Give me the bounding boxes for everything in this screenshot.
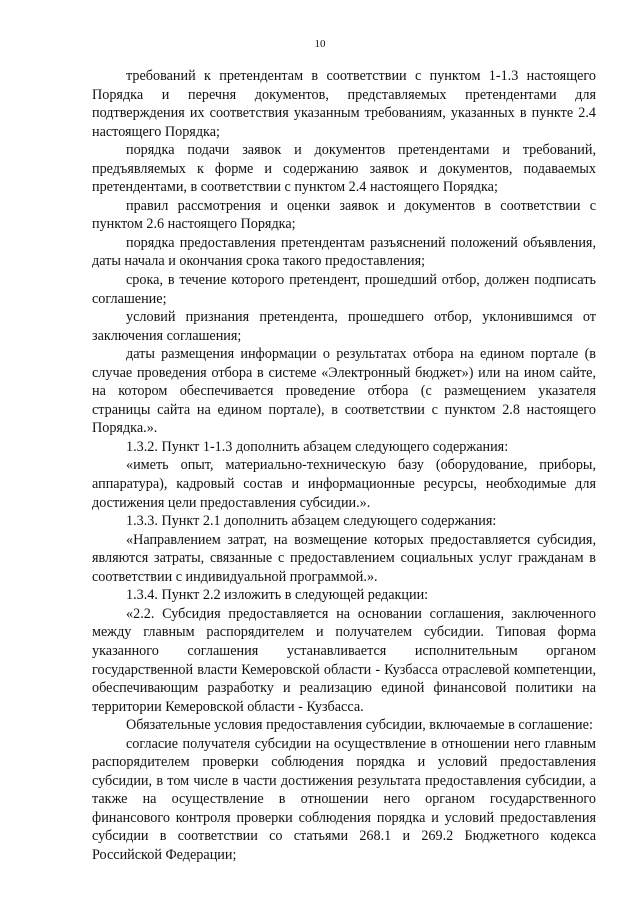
paragraph: порядка предоставления претендентам разъяснений положений объявления, даты начала и окончания срока такого предоставления; [92, 234, 596, 270]
paragraph: правил рассмотрения и оценки заявок и документов в соответствии с пунктом 2.6 настоящего Порядка; [92, 197, 596, 233]
paragraph: даты размещения информации о результатах отбора на едином портале (в случае проведения отбора в системе «Электронный бюджет») или на ином сайте, на котором обеспечивается проведение отбора (с размещением указателя страницы сайта на едином портале), в соответствии с пунктом 2.8 настоящего Порядка.». [92, 346, 596, 437]
page-number: 10 [314, 38, 326, 50]
paragraph: согласие получателя субсидии на осуществление в отношении него главным распорядителем проверки соблюдения порядка и условий предоставления субсидии, в том числе в части достижения результата предоставления субсидии, а также на осуществление в отношении него органом государственного финансового контроля проверки соблюдения порядка и условий предоставления субсидии в соответствии со статьями 268.1 и 269.2 Бюджетного кодекса Российской Федерации; [92, 735, 596, 863]
paragraph: «Направлением затрат, на возмещение которых предоставляется субсидия, являются затраты, связанные с предоставлением социальных услуг гражданам в соответствии с индивидуальной программой.». [92, 531, 596, 585]
paragraph: порядка подачи заявок и документов претендентами и требований, предъявляемых к форме и содержанию заявок и документов, подаваемых претендентами, в соответствии с пунктом 2.4 настоящего Порядка; [92, 142, 596, 196]
paragraph: срока, в течение которого претендент, прошедший отбор, должен подписать соглашение; [92, 272, 596, 307]
paragraph: 1.3.2. Пункт 1-1.3 дополнить абзацем следующего содержания: [126, 438, 509, 455]
paragraph: «2.2. Субсидия предоставляется на основании соглашения, заключенного между главным распорядителем и получателем субсидии. Типовая форма указанного соглашения устанавливается исполнительным органом государственной власти Кемеровской области - Кузбасса отраслевой компетенции, обеспечивающим разработку и реализацию единой финансовой политики на территории Кемеровской области - Кузбасса. [92, 605, 596, 715]
paragraph: 1.3.4. Пункт 2.2 изложить в следующей редакции: [126, 587, 429, 604]
paragraph: 1.3.3. Пункт 2.1 дополнить абзацем следующего содержания: [126, 513, 497, 530]
paragraph: условий признания претендента, прошедшего отбор, уклонившимся от заключения соглашения; [92, 309, 596, 344]
paragraph: требований к претендентам в соответствии с пунктом 1-1.3 настоящего Порядка и перечня документов, представляемых претендентами для подтверждения их соответствия указанным требованиям, указанных в пункте 2.4 настоящего Порядка; [92, 68, 596, 140]
paragraph: «иметь опыт, материально-техническую базу (оборудование, приборы, аппаратура), кадровый состав и информационные ресурсы, необходимые для достижения цели предоставления субсидии.». [92, 457, 596, 511]
paragraph: Обязательные условия предоставления субсидии, включаемые в соглашение: [126, 717, 593, 734]
document-body [92, 67, 596, 865]
